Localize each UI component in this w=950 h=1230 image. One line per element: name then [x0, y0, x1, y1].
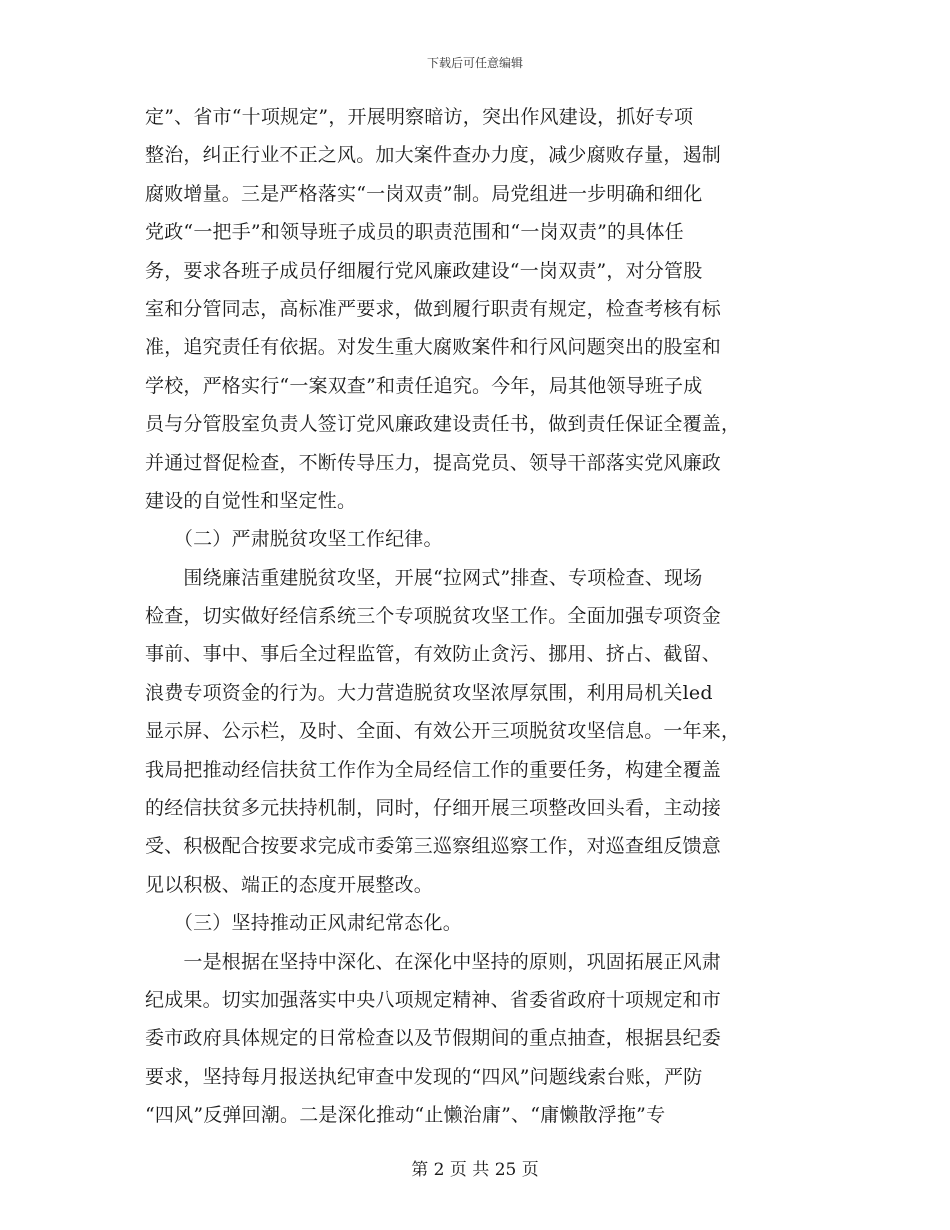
text-line: 党政“一把手”和领导班子成员的职责范围和“一岗双责”的具体任	[145, 221, 684, 244]
text-line: 受、积极配合按要求完成市委第三巡察组巡察工作，对巡查组反馈意	[145, 835, 722, 858]
text-line: 事前、事中、事后全过程监管，有效防止贪污、挪用、挤占、截留、	[145, 643, 722, 666]
text-line: 准，追究责任有依据。对发生重大腐败案件和行风问题突出的股室和	[145, 336, 722, 359]
page-number-footer: 第 2 页 共 25 页	[411, 1160, 539, 1180]
text-line: 员与分管股室负责人签订党风廉政建设责任书，做到责任保证全覆盖，	[145, 413, 741, 436]
text-line: 要求，坚持每月报送执纪审查中发现的“四风”问题线索台账，严防	[145, 1065, 703, 1088]
text-line: 腐败增量。三是严格落实“一岗双责”制。局党组进一步明确和细化	[145, 182, 703, 205]
text-line: 检查，切实做好经信系统三个专项脱贫攻坚工作。全面加强专项资金	[145, 605, 722, 628]
text-line: 委市政府具体规定的日常检查以及节假期间的重点抽查，根据县纪委	[145, 1027, 722, 1050]
document-body	[145, 98, 810, 1135]
text-line: 定”、省市“十项规定”，开展明察暗访，突出作风建设，抓好专项	[145, 106, 694, 128]
page-header: 下载后可任意编辑	[426, 56, 523, 70]
text-line: 务，要求各班子成员仔细履行党风廉政建设“一岗双责”，对分管股	[145, 259, 703, 282]
text-line: 学校，严格实行“一案双查”和责任追究。今年，局其他领导班子成	[145, 374, 703, 397]
text-line: 浪费专项资金的行为。大力营造脱贫攻坚浓厚氛围，利用局机关led	[145, 681, 713, 704]
text-line: 建设的自觉性和坚定性。	[145, 489, 357, 512]
text-line: （三）坚持推动正风肃纪常态化。	[145, 912, 462, 935]
text-line: 的经信扶贫多元扶持机制，同时，仔细开展三项整改回头看，主动接	[145, 797, 722, 820]
text-line: 整治，纠正行业不正之风。加大案件查办力度，减少腐败存量，遏制	[145, 144, 722, 167]
text-line: 并通过督促检查，不断传导压力，提高党员、领导干部落实党风廉政	[145, 451, 722, 474]
text-line: 室和分管同志，高标准严要求，做到履行职责有规定，检查考核有标	[145, 297, 722, 320]
text-line: 见以积极、端正的态度开展整改。	[145, 873, 434, 896]
text-line: 我局把推动经信扶贫工作作为全局经信工作的重要任务，构建全覆盖	[145, 758, 722, 781]
text-line: 显示屏、公示栏，及时、全面、有效公开三项脱贫攻坚信息。一年来，	[145, 720, 741, 743]
text-line: 纪成果。切实加强落实中央八项规定精神、省委省政府十项规定和市	[145, 988, 722, 1011]
text-line: “四风”反弹回潮。二是深化推动“止懒治庸”、“庸懒散浮拖”专	[145, 1104, 666, 1127]
text-line: 围绕廉洁重建脱贫攻坚，开展“拉网式”排查、专项检查、现场	[145, 566, 703, 589]
text-line: 一是根据在坚持中深化、在深化中坚持的原则，巩固拓展正风肃	[145, 950, 722, 973]
text-line: （二）严肃脱贫攻坚工作纪律。	[145, 528, 443, 551]
